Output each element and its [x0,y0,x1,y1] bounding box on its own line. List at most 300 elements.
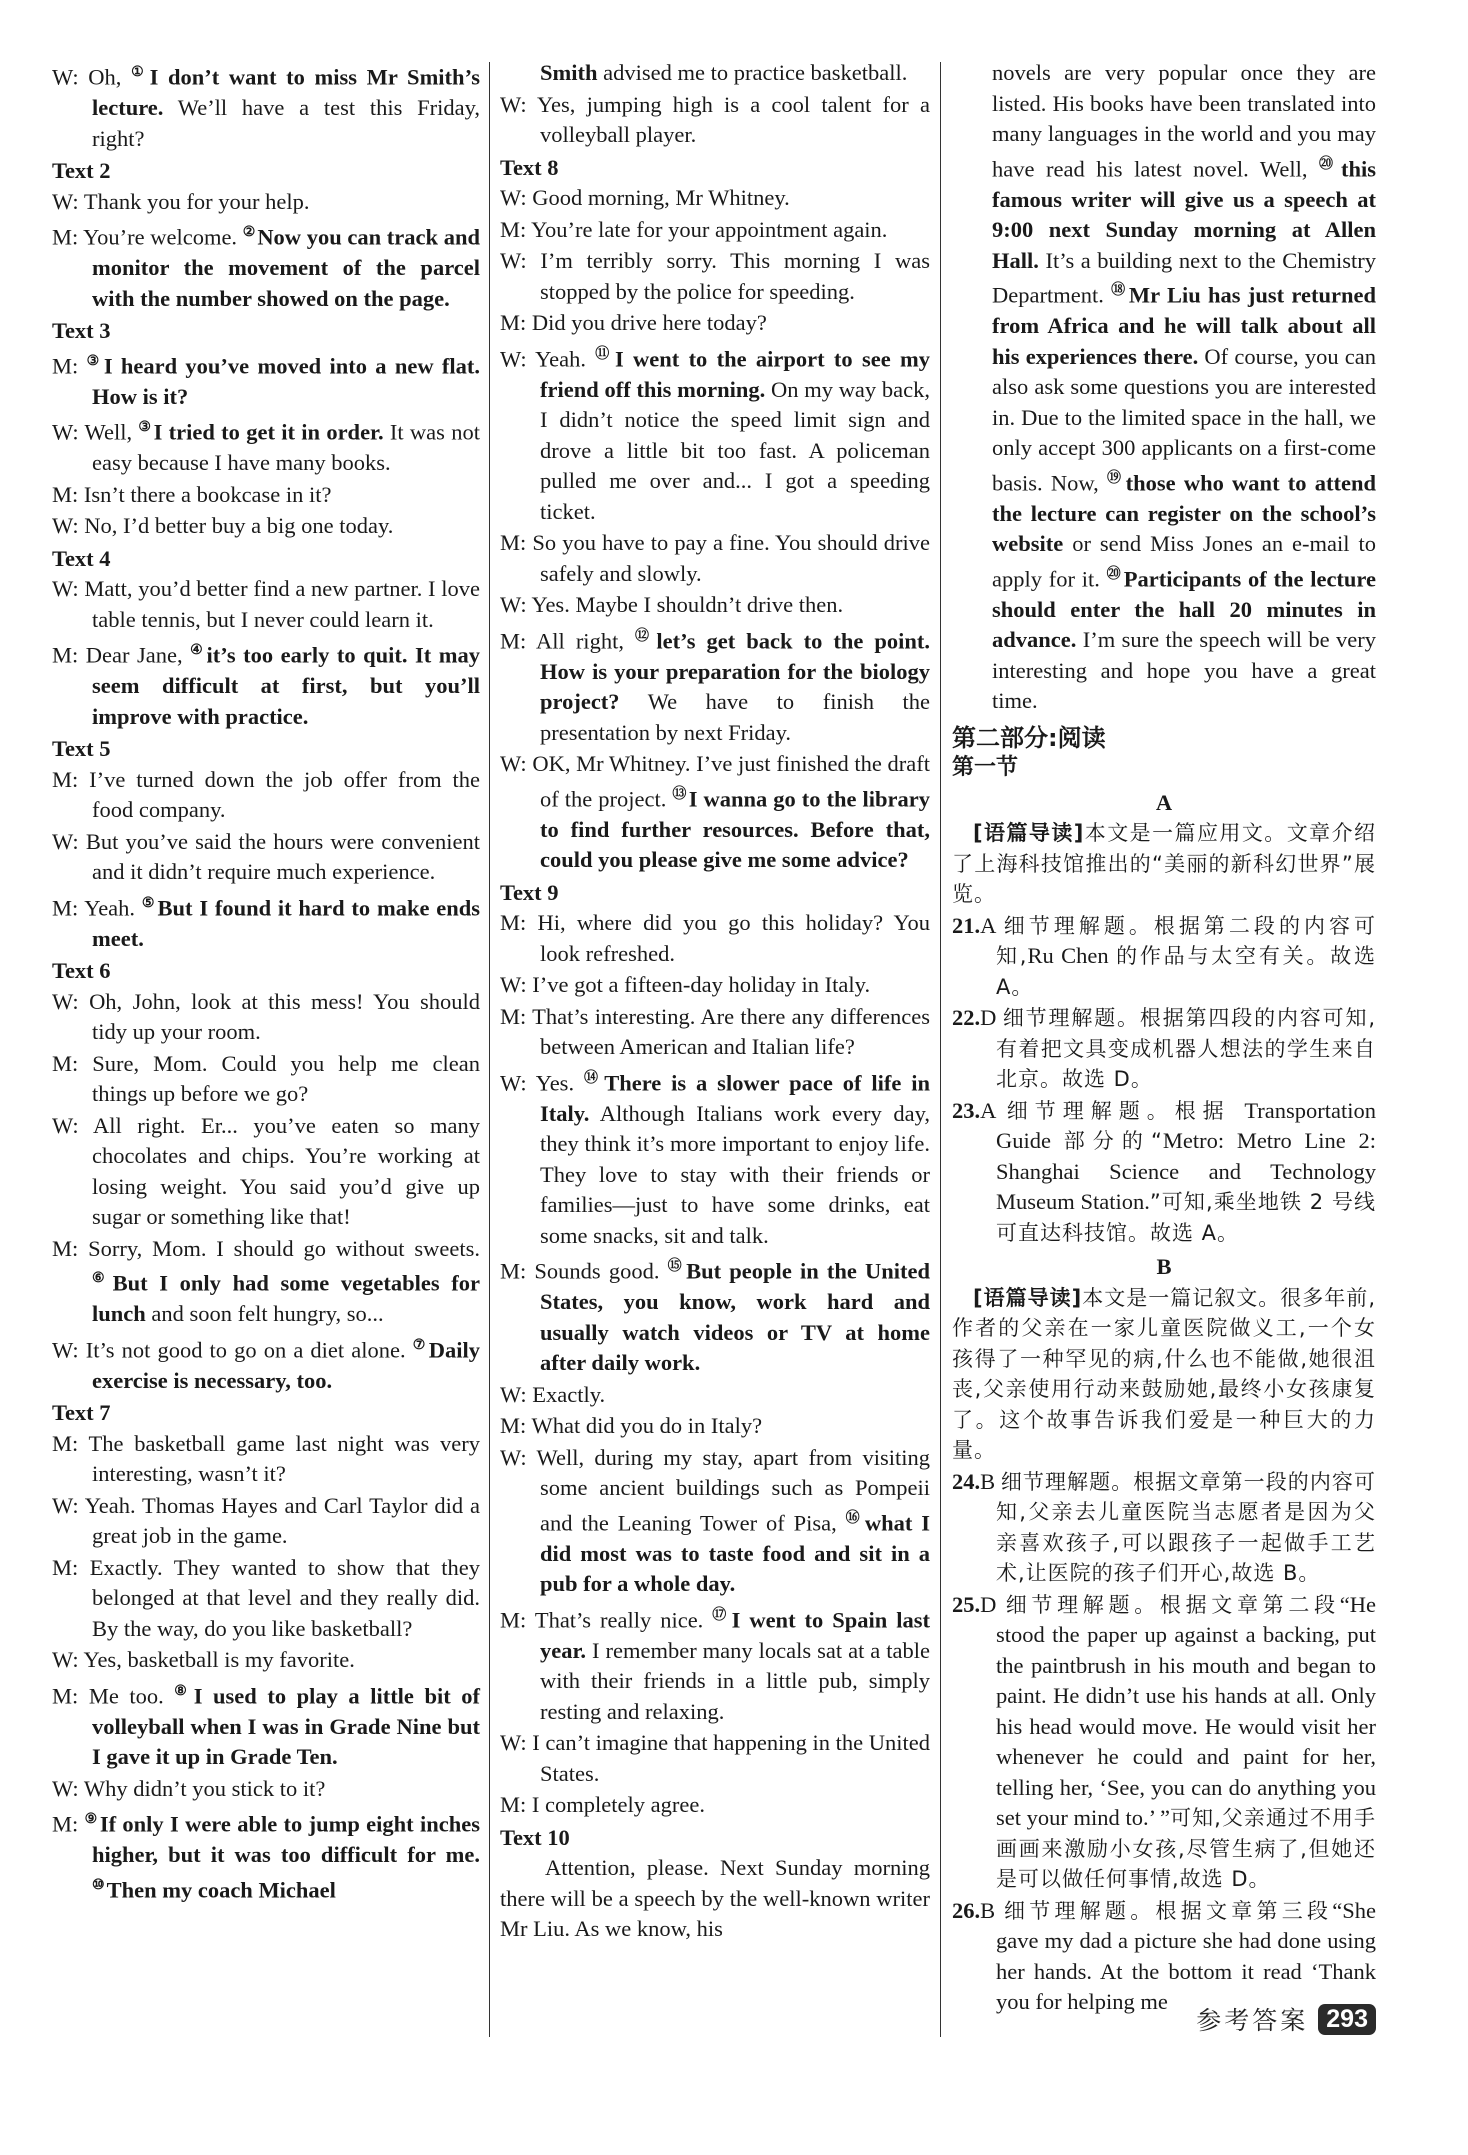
speaker-label: M [500,910,521,935]
text-run: Good morning, Mr Whitney. [532,185,790,210]
speaker-colon: : [520,1792,532,1817]
answer-number: 25. [952,1591,981,1617]
speaker-colon: : [520,346,536,371]
part-title: 第二部分:阅读 [952,723,1106,752]
dialog-line [52,58,480,154]
speaker-colon: : [520,530,533,555]
speaker-colon: : [520,1730,533,1755]
key-sentence: Then my coach Michael [106,1877,336,1902]
speaker-label: W [500,1381,521,1407]
text-run: It’s not good to go on a diet alone. [85,1337,413,1362]
dialog-line [500,590,930,621]
text-run: Sorry, Mom. I should go without sweets. [88,1235,480,1261]
answer-item [952,1590,1376,1895]
speaker-colon: : [72,188,84,214]
speaker-colon: : [520,1070,536,1095]
passage-guide [952,818,1376,910]
speaker-colon: : [72,576,85,601]
speaker-colon: : [520,592,532,617]
column-2 [500,58,930,1946]
speaker-label: W [52,419,73,445]
key-sentence: Smith [540,60,598,85]
dialog-line [500,215,930,246]
text-run: novels are very popular once they are listed. His books have been translated into many languages in the world and you may have read his latest novel. Well, [992,60,1376,181]
text-run: All right. Er... you’ve eaten so many chocolates and chips. You’re working at losing weight. You said you’d give up sugar or something like that! [92,1112,480,1229]
section-heading: Text 8 [500,154,559,180]
marker-number: ② [242,225,256,240]
speaker-label: M [500,216,521,242]
text-run: “He stood the paper up against a backing, put the paintbrush in his mouth and began to paint. He didn’t use his hands at all. Only his head would move. He would visit her whenever he could and paint for her, telling her, ‘See, you can do anything you set your mind to.’ ” [996,1591,1377,1830]
speaker-colon: : [72,1337,86,1362]
text-run: Sure, Mom. Could you help me clean things up before we go? [92,1050,480,1106]
speaker-label: M [500,1258,521,1284]
speaker-colon: : [72,642,86,668]
chinese-text: 细节理解题。根据文章第二段 [1005,1592,1340,1617]
paragraph [500,1853,930,1945]
chinese-text: 可知,父亲通过不用手画画来激励小女孩,尽管生病了,但她还是可以做任何事情,故选 D。 [996,1806,1376,1891]
speaker-colon: : [520,751,533,776]
speaker-colon: : [72,1430,89,1456]
marker-number: ⑦ [412,1337,427,1353]
speaker-colon: : [72,1775,84,1801]
speaker-colon: : [520,1381,533,1407]
answer-number: 22. [952,1005,981,1030]
key-sentence: I went to the airport to see my friend off this morning. [540,346,930,402]
chinese-text: ”可知,乘坐地铁 2 号线可直达科技馆。故选 A。 [996,1190,1376,1245]
text-run: Oh, [88,64,132,90]
dialog-line [52,413,480,479]
marker-number: ③ [86,353,102,369]
answer-letter: D [980,1005,997,1030]
speaker-label: M [500,1413,521,1438]
text-run: and soon felt hungry, so... [145,1301,384,1326]
speaker-label: W [52,828,73,854]
marker-number: ⑭ [583,1070,603,1086]
speaker-label: W [500,751,521,776]
text-run: Of course, you can also ask some questions you are interested in. Due to the limited space in the hall, we only accept 300 applicants on a first-come basis. Now, [992,343,1376,495]
section-heading: Text 3 [52,318,111,343]
key-sentence: But people in the United States, you know, work hard and usually watch videos or TV at home after daily work. [540,1258,930,1375]
speaker-label: W [500,248,521,273]
dialog-line [500,183,930,214]
page-number: 293 [1318,2004,1376,2035]
key-sentence: There is a slower pace of life in Italy. [540,1070,930,1126]
dialog-line [52,187,480,218]
dialog-line [500,622,930,749]
text-run: Attention, please. Next Sunday morning there will be a speech by the well-known writer Mr Liu. As we know, his [500,1855,930,1941]
text-run: You’re late for your appointment again. [531,216,888,242]
text-run: I’ve turned down the job offer from the food company. [89,766,480,822]
speaker-label: W [52,188,73,214]
speaker-label: W [52,576,73,601]
speaker-label: M [52,1050,73,1076]
speaker-label: W [500,1444,521,1470]
answer-item [952,911,1376,1003]
text-run: You’re welcome. [83,224,243,250]
text-run: Metro: Metro Line 2: Shanghai Science and Technology Museum Station. [996,1128,1376,1214]
key-sentence: Daily exercise is necessary, too. [92,1337,480,1393]
answer-item [952,1003,1376,1095]
answer-item [952,1096,1376,1249]
marker-number: ⑯ [845,1510,863,1526]
dialog-line [500,528,930,589]
speaker-colon: : [520,972,533,997]
speaker-colon: : [520,1607,535,1632]
dialog-line [500,908,930,969]
guide-label: [语篇导读] [973,821,1085,845]
chinese-text: 细节理解题。根据第二段的内容可知, [996,913,1376,968]
speaker-colon: : [520,91,538,117]
text-run: I remember many locals sat at a table with their friends in a little pub, simply resting and relaxing. [540,1637,930,1724]
speaker-colon: : [520,1444,537,1470]
dialog-line [500,246,930,307]
column-1 [52,58,480,1907]
key-sentence: I don’t want to miss Mr Smith’s lecture. [92,64,480,120]
text-run: Yeah. [84,895,142,920]
dialog-line [500,1601,930,1728]
section-heading: Text 7 [52,1400,111,1425]
chinese-text: 细节理解题。根据文章第三段 [1004,1898,1333,1923]
speaker-colon: : [72,353,87,378]
marker-number: ⑫ [634,628,655,644]
speaker-label: M [52,1554,73,1580]
text-run: OK, Mr Whitney. I’ve just finished the draft of the project. [532,751,930,811]
text-run: Thank you for your help. [83,188,310,214]
text-run: Sounds good. [534,1258,668,1284]
text-run: Yes. Maybe I shouldn’t drive then. [531,592,844,617]
chinese-text: 的作品与太空有关。故选 A。 [996,944,1376,999]
speaker-colon: : [72,828,86,854]
marker-number: ⑨ [84,1812,98,1827]
section-heading: Text 10 [500,1824,570,1850]
speaker-colon: : [72,1683,89,1708]
guide-text: 本文是一篇记叙文。很多年前,作者的父亲在一家儿童医院做义工,一个女孩得了一种罕见的病,什么也不能做,她很沮丧,父亲使用行动来鼓励她,最终小女孩康复了。这个故事告诉我们爱是一种巨大的力量。 [952,1285,1376,1462]
text-run: On my way back, I didn’t notice the speed limit sign and drove a little bit too fast. A policeman pulled me over and... I got a speeding ticket. [540,376,930,524]
dialog-line [52,1331,480,1397]
marker-number: ⑥ [92,1271,111,1286]
speaker-label: M [500,310,521,335]
marker-number: ⑲ [1106,470,1124,486]
marker-number: ③ [138,420,152,435]
speaker-label: W [52,1647,73,1672]
key-sentence: it’s too early to quit. It may seem difficult at first, but you’ll improve with practice. [92,642,480,729]
speaker-label: W [500,346,521,371]
text-run: Yes. [535,1070,584,1095]
speaker-label: W [52,1337,73,1362]
speaker-label: W [500,185,521,210]
text-run: Isn’t there a bookcase in it? [83,481,332,507]
marker-number: ⑬ [672,786,687,802]
text-run: It was not easy because I have many books. [92,419,480,475]
text-run: or send Miss Jones an e-mail to apply for it. [992,531,1376,591]
answer-item [952,1896,1376,2018]
dialog-line [500,1064,930,1252]
dialog-line [52,1774,480,1805]
dialog-line [52,889,480,955]
marker-number: ⑪ [595,346,613,362]
answer-number: 21. [952,912,981,938]
text-run: Me too. [88,1683,175,1708]
chinese-text: 部分的“ [1063,1129,1163,1153]
speaker-colon: : [520,910,538,935]
text-run: Matt, you’d better find a new partner. I love table tennis, but I never could learn it. [84,576,480,632]
speaker-label: M [500,1792,521,1817]
speaker-colon: : [520,1413,532,1438]
text-run: No, I’d better buy a big one today. [84,513,394,538]
speaker-label: M [52,1430,73,1456]
speaker-label: M [52,895,73,920]
speaker-colon: : [72,64,89,90]
key-sentence: this famous writer will give us a speech at 9:00 next Sunday morning at Allen Hall. [992,156,1376,273]
text-run: Well, during my stay, apart from visiting some ancient buildings such as Pompeii and the Leaning Tower of Pisa, [536,1444,930,1535]
text-run: Hi, where did you go this holiday? You look refreshed. [537,910,930,966]
key-sentence: I wanna go to the library to find further resources. Before that, could you please give me some advice? [540,786,931,872]
speaker-colon: : [72,1554,90,1580]
answer-item [952,1467,1376,1589]
marker-number: ⑧ [174,1683,192,1699]
dialog-line [500,1252,930,1379]
dialog-line [52,1111,480,1233]
text-run: Transportation Guide [996,1097,1376,1153]
chinese-text: 细节理解题。根据文章第一段的内容可知,父亲去儿童医院当志愿者是因为父亲喜欢孩子,可以跟孩子一起做手工艺术,让医院的孩子们开心,故选 B。 [996,1469,1377,1585]
speaker-colon: : [72,224,84,250]
column-3 [952,58,1376,2019]
marker-number: ⑩ [92,1877,105,1893]
dialog-line [52,218,480,314]
dialog-continuation [952,58,1376,717]
speaker-label: M [500,1607,521,1632]
text-run: I’ve got a fifteen-day holiday in Italy. [532,972,871,997]
page-footer [1196,2001,1376,2037]
speaker-colon: : [72,766,90,792]
text-run: The basketball game last night was very interesting, wasn’t it? [88,1430,480,1486]
key-sentence: Now you can track and monitor the movement of the parcel with the number showed on the page. [92,224,480,311]
dialog-line [500,970,930,1001]
dialog-line [52,1677,480,1773]
answer-letter: B [980,1468,996,1494]
speaker-label: M [500,628,521,653]
speaker-colon: : [72,1492,85,1518]
dialog-continuation [500,58,930,89]
chinese-text: 细节理解题。根据第四段的内容可知,有着把文具变成机器人想法的学生来自北京。故选 D。 [996,1006,1376,1091]
key-sentence: let’s get back to the point. How is your preparation for the biology project? [540,628,930,714]
text-run: That’s interesting. Are there any differences between American and Italian life? [532,1003,930,1059]
marker-number: ⑳ [1106,566,1122,582]
passage-guide [952,1283,1376,1466]
section-heading: Text 5 [52,736,111,761]
dialog-line [52,1429,480,1490]
key-sentence: those who want to attend the lecture can register on the school’s website [992,470,1376,556]
speaker-colon: : [72,1112,93,1138]
guide-label: [语篇导读] [973,1285,1083,1310]
text-run: Exactly. They wanted to show that they belonged at that level and they really did. By the way, do you like basketball? [89,1554,480,1641]
speaker-label: W [52,1775,73,1801]
text-run: I completely agree. [531,1792,705,1817]
subsection-title: 第一节 [952,755,1019,780]
marker-number: ④ [190,643,205,658]
answer-letter: D [980,1591,997,1617]
dialog-line [52,827,480,888]
speaker-label: W [500,1070,521,1095]
text-run: Well, [84,419,139,445]
answer-number: 26. [952,1897,981,1923]
text-run: Yeah. [535,346,596,371]
text-run: So you have to pay a fine. You should drive safely and slowly. [532,530,930,586]
key-sentence: Participants of the lecture should enter the hall 20 minutes in advance. [992,566,1376,652]
speaker-colon: : [72,1811,85,1837]
text-run: advised me to practice basketball. [597,60,908,85]
section-heading: Text 4 [52,545,111,571]
dialog-line [52,1805,480,1906]
text-run: Ru Chen [1027,943,1117,968]
speaker-label: W [52,513,73,538]
text-run: Did you drive here today? [531,310,767,335]
section-heading: Text 2 [52,158,111,183]
spacer [995,1898,1004,1923]
speaker-colon: : [72,1235,89,1261]
dialog-line [500,90,930,151]
speaker-colon: : [520,628,537,653]
speaker-colon: : [520,248,541,273]
spacer [996,1592,1005,1617]
passage-letter: A [1155,789,1173,815]
dialog-line [52,1049,480,1110]
marker-number: ⑮ [667,1259,685,1274]
chinese-text: 细节理解题。根据 [1006,1098,1245,1123]
text-run: All right, [536,628,635,653]
text-run: I’m sure the speech will be very interesting and hope you have a great time. [992,627,1376,713]
dialog-line [500,1411,930,1442]
marker-number: ⑰ [712,1607,730,1623]
text-run: Yeah. Thomas Hayes and Carl Taylor did a great job in the game. [84,1492,480,1548]
answer-number: 23. [952,1097,981,1123]
text-run: Why didn’t you stick to it? [83,1775,326,1801]
dialog-line [52,987,480,1048]
text-run: Exactly. [532,1381,606,1407]
speaker-label: W [500,91,521,117]
dialog-line [500,1728,930,1789]
dialog-line [500,340,930,528]
key-sentence: what I did most was to taste food and sit in a pub for a whole day. [540,1510,931,1596]
speaker-colon: : [72,481,84,507]
speaker-label: M [52,224,73,250]
key-sentence: I went to Spain last year. [540,1607,930,1663]
key-sentence: But I found it hard to make ends meet. [92,895,480,951]
speaker-label: W [52,64,73,90]
speaker-label: M [52,1683,73,1708]
dialog-line [52,347,480,413]
text-run: I can’t imagine that happening in the United States. [532,1730,930,1786]
speaker-colon: : [520,1003,533,1029]
text-run: We have to finish the presentation by next Friday. [540,689,930,745]
guide-text: 本文是一篇应用文。文章介绍了上海科技馆推出的“美丽的新科幻世界”展览。 [952,821,1377,906]
dialog-line [52,636,480,732]
marker-number: ① [131,65,148,80]
dialog-line [500,1790,930,1821]
speaker-label: W [52,1112,73,1138]
key-sentence: Mr Liu has just returned from Africa and he will talk about all his experiences there. [992,282,1376,369]
key-sentence: I used to play a little bit of volleyball when I was in Grade Nine but I gave it up in Grade Ten. [92,1683,480,1769]
dialog-line [52,1553,480,1645]
dialog-line [52,480,480,511]
key-sentence: I heard you’ve moved into a new flat. How is it? [92,353,480,409]
speaker-colon: : [520,185,533,210]
speaker-label: W [500,592,521,617]
text-run: Yes, basketball is my favorite. [83,1647,355,1672]
footer-label: 参考答案 [1196,2006,1309,2035]
speaker-colon: : [72,1647,84,1672]
speaker-label: W [52,1492,73,1518]
text-run: That’s really nice. [534,1607,713,1632]
speaker-label: M [52,1235,73,1261]
dialog-line [500,1002,930,1063]
speaker-colon: : [72,988,90,1014]
text-run: Although Italians work every day, they think it’s more important to enjoy life. They love to stay with their friends or families—just to have some drinks, eat some snacks, sit and talk. [540,1100,930,1248]
spacer [995,1098,1007,1123]
dialog-line [52,511,480,542]
passage-letter: B [1156,1254,1172,1279]
dialog-line [500,308,930,339]
spacer [995,913,1004,938]
speaker-colon: : [520,310,532,335]
text-run: Yes, jumping high is a cool talent for a volleyball player. [537,91,930,147]
speaker-colon: : [72,419,85,445]
text-run: What did you do in Italy? [531,1413,763,1438]
marker-number: ⑳ [1319,156,1339,172]
dialog-line [52,765,480,826]
speaker-label: M [52,353,73,378]
speaker-colon: : [520,1258,535,1284]
key-sentence: But I only had some vegetables for lunch [92,1270,480,1326]
speaker-label: M [52,481,73,507]
dialog-line [52,1491,480,1552]
speaker-label: M [52,1811,73,1837]
text-run: Dear Jane, [85,642,191,668]
speaker-colon: : [520,216,532,242]
section-heading: Text 6 [52,958,111,983]
dialog-line [52,1234,480,1330]
dialog-line [500,749,930,876]
text-run: We’ll have a test this Friday, right? [92,95,480,151]
key-sentence: I tried to get it in order. [153,419,384,445]
speaker-colon: : [72,1050,93,1076]
answer-number: 24. [952,1468,981,1494]
dialog-line [500,1380,930,1411]
key-sentence: If only I were able to jump eight inches higher, but it was too difficult for me. [92,1811,480,1867]
section-heading: Text 9 [500,879,559,905]
speaker-label: W [500,1730,521,1755]
column-divider [940,62,941,2037]
text-run: “She gave my dad a picture she had done using her hands. At the bottom it read ‘Thank you for helping me [996,1897,1376,2014]
speaker-colon: : [72,895,85,920]
column-divider [489,62,490,2037]
dialog-line [500,1443,930,1600]
marker-number: ⑱ [1111,283,1127,298]
speaker-label: M [52,766,73,792]
speaker-colon: : [72,513,85,538]
speaker-label: W [52,988,73,1014]
text-run: It’s a building next to the Chemistry Department. [992,247,1376,308]
speaker-label: M [52,642,73,668]
speaker-label: W [500,972,521,997]
dialog-line [52,1645,480,1676]
dialog-line [52,574,480,635]
speaker-label: M [500,530,521,555]
answer-letter: B [980,1897,996,1923]
answer-letter: A [980,1097,996,1123]
speaker-label: M [500,1003,521,1029]
marker-number: ⑤ [141,895,156,911]
